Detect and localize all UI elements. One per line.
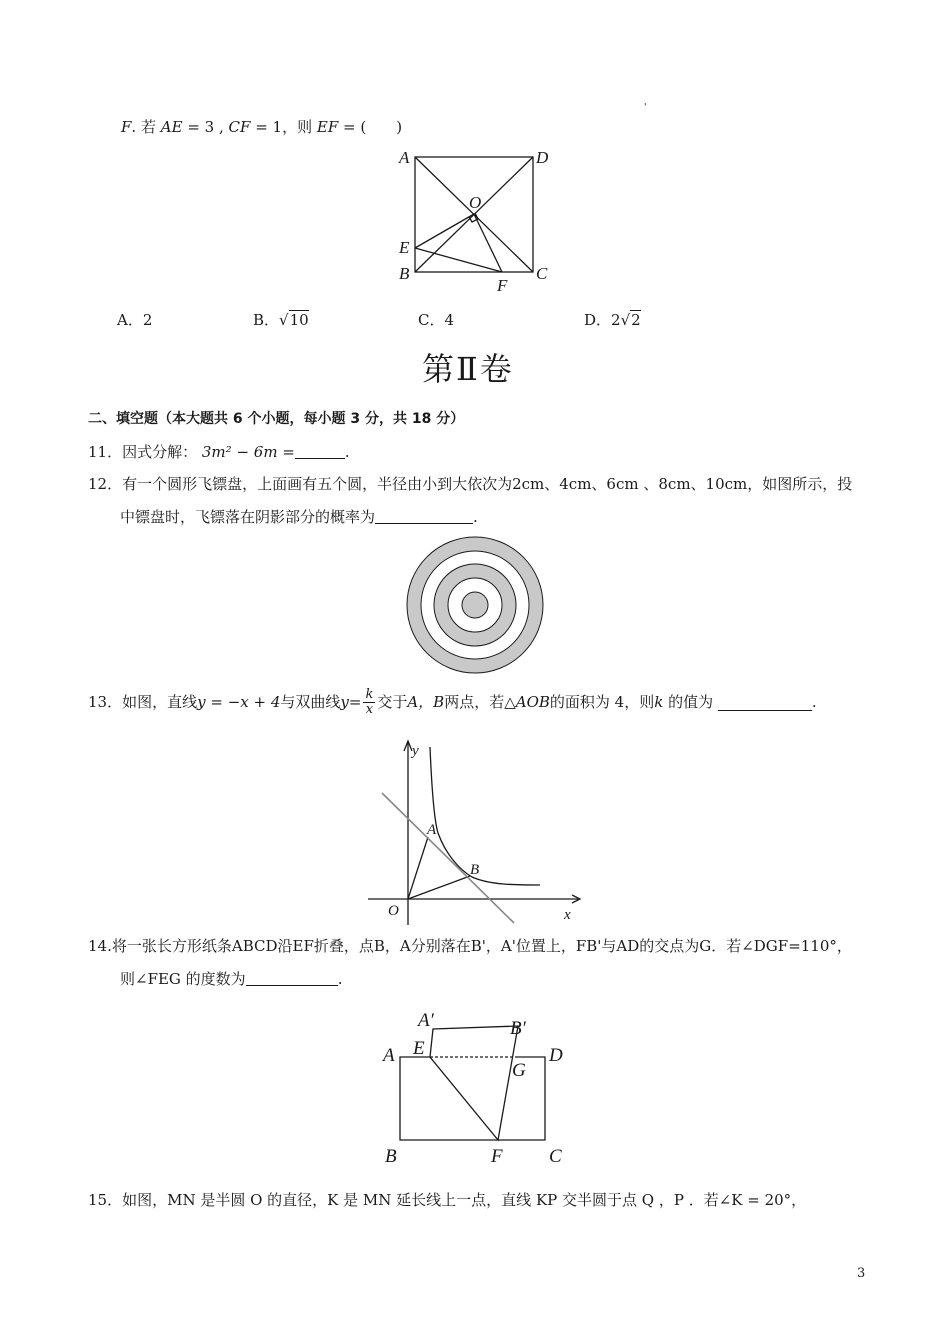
q13-answer-blank[interactable] xyxy=(718,694,812,711)
label-f: F xyxy=(497,276,508,295)
label-e: E xyxy=(413,1038,425,1059)
q12-line1: 12．有一个圆形飞镖盘，上面画有五个圆，半径由小到大依次为2cm、4cm、6cm 、8cm、10cm，如图所示，投 xyxy=(88,475,853,493)
q13-graph-figure xyxy=(360,735,590,930)
label-c: C xyxy=(549,1146,562,1167)
q14-fold-figure xyxy=(378,1002,578,1172)
label-e: E xyxy=(399,238,410,257)
page-number: 3 xyxy=(857,1266,866,1281)
label-c: C xyxy=(536,264,548,283)
q12-answer-blank[interactable] xyxy=(375,507,473,524)
label-o: O xyxy=(469,193,482,212)
hyperbola xyxy=(430,747,540,885)
label-f: F xyxy=(491,1146,503,1167)
label-g: G xyxy=(512,1060,526,1081)
q10-option-b[interactable]: B．√10 xyxy=(253,311,309,329)
label-a-prime: A′ xyxy=(418,1010,434,1031)
q10-option-c[interactable]: C．4 xyxy=(418,311,455,329)
q11: 11．因式分解： 3m² − 6m = . xyxy=(88,443,350,461)
q10-option-d[interactable]: D．2√2 xyxy=(584,311,641,329)
label-y: y xyxy=(412,743,419,759)
label-a: A xyxy=(399,148,410,167)
label-d: D xyxy=(536,148,549,167)
q10-square-figure xyxy=(390,145,560,295)
q11-answer-blank[interactable] xyxy=(295,442,345,459)
segment-ob xyxy=(408,876,470,899)
q12-dartboard-figure xyxy=(405,535,545,675)
label-a: A xyxy=(427,822,437,838)
circle-r2 xyxy=(462,592,488,618)
q14-line2: 则∠FEG 的度数为 . xyxy=(120,970,343,988)
q15: 15．如图，MN 是半圆 O 的直径，K 是 MN 延长线上一点，直线 KP 交半圆于点 Q ，P ．若∠K = 20°， xyxy=(88,1191,807,1209)
folded-part xyxy=(430,1026,518,1140)
label-o: O xyxy=(388,903,399,919)
q14-answer-blank[interactable] xyxy=(246,969,338,986)
section-heading: 二、填空题（本大题共 6 个小题，每小题 3 分，共 18 分） xyxy=(88,411,465,427)
label-a: A xyxy=(383,1045,395,1066)
label-d: D xyxy=(549,1045,563,1066)
top-mark: ' xyxy=(644,103,647,113)
label-b-prime: B′ xyxy=(510,1018,526,1039)
segment-of xyxy=(474,214,502,272)
q13: 13． 如图，直线 y = −x + 4 与双曲线 y= $\frac{k}{x}$ 交于 A，B 两点，若△ AOB 的面积为 4，则 k 的值为 . xyxy=(88,686,817,717)
segment-oa xyxy=(408,837,428,899)
label-b: B xyxy=(470,862,480,878)
line-y-neg-x-plus-4 xyxy=(382,793,514,923)
label-b: B xyxy=(399,264,410,283)
q10-stem: F. 若 AE = 3 , CF = 1，则 EF = ( ) xyxy=(121,118,403,136)
q10-option-a[interactable]: A．2 xyxy=(117,311,153,329)
q12-line2: 中镖盘时，飞镖落在阴影部分的概率为 . xyxy=(120,508,478,526)
label-x: x xyxy=(564,907,571,923)
q14-line1: 14.将一张长方形纸条ABCD沿EF折叠，点B，A分别落在B'，A'位置上，FB'与AD的交点为G．若∠DGF=110°， xyxy=(88,937,852,955)
volume-title: 第Ⅱ卷 xyxy=(422,350,514,388)
label-b: B xyxy=(385,1146,397,1167)
